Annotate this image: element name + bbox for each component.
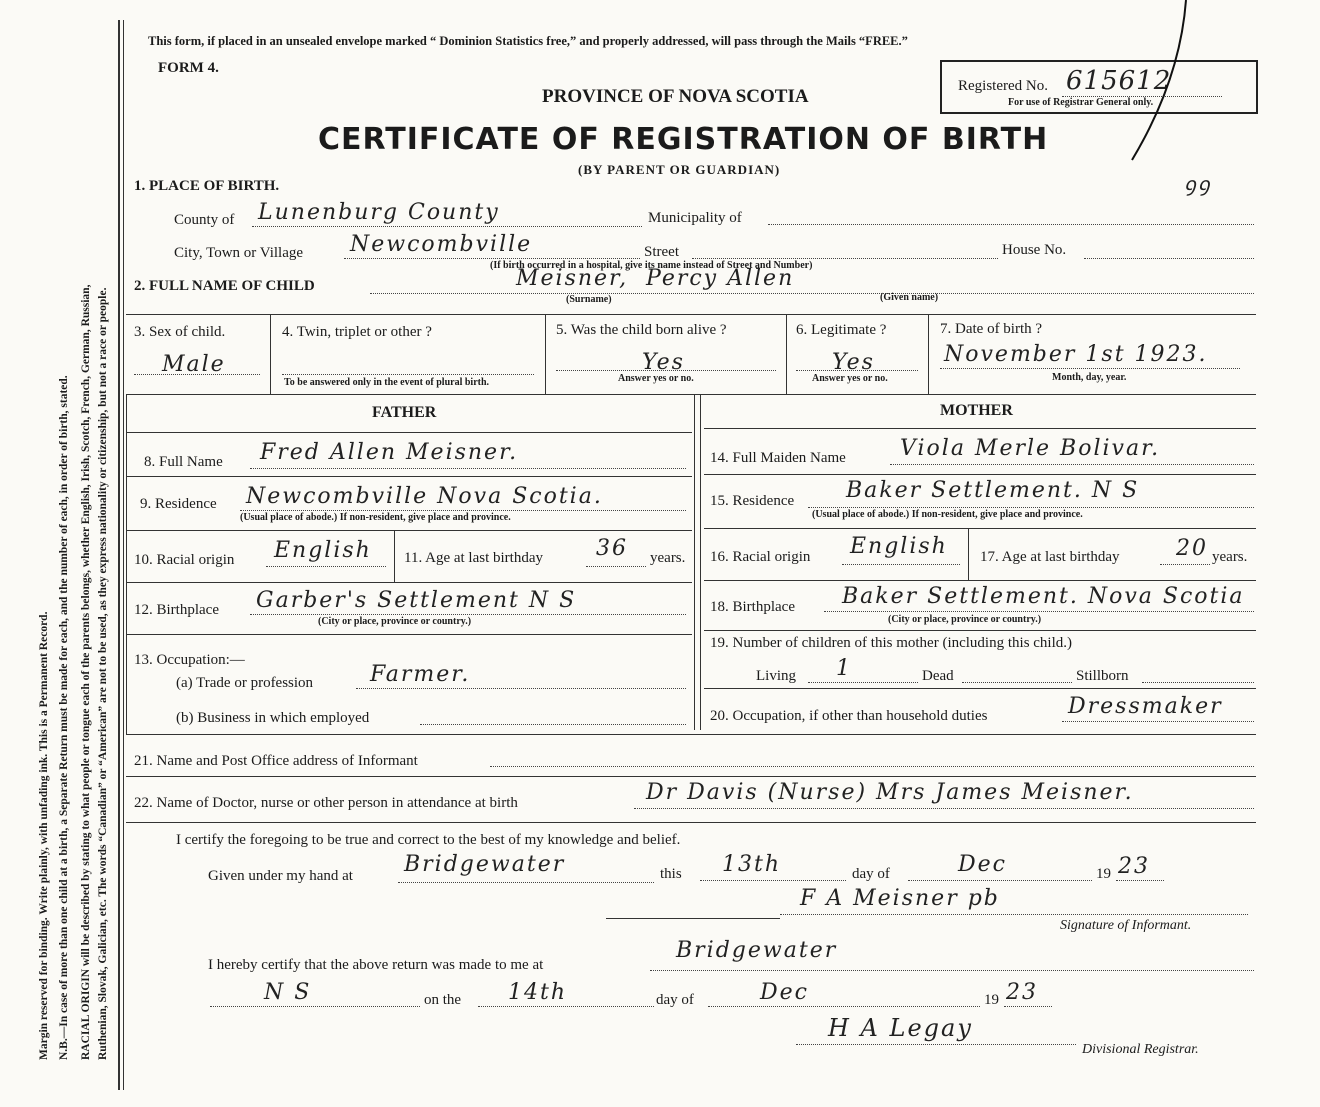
mother-heading: MOTHER <box>940 402 1013 419</box>
given-place-line <box>398 882 654 883</box>
doctor-line <box>634 808 1254 809</box>
date-of-birth-caption: Month, day, year. <box>1052 372 1127 383</box>
father-trade-line <box>356 688 686 689</box>
father-racial-value: English <box>274 538 372 563</box>
father-rule-5 <box>126 634 692 635</box>
father-age-value: 36 <box>596 536 628 561</box>
father-age-unit: years. <box>650 550 686 566</box>
date-of-birth-value: November 1st 1923. <box>944 342 1208 367</box>
municipality-line <box>768 224 1254 225</box>
binding-rule-inner <box>123 20 124 1090</box>
dead-line <box>962 682 1072 683</box>
margin-note-plural-births: N.B.—In case of more than one child at a birth, a Separate Return must be made for each, and the number of each, in order of birth, stated. <box>58 375 70 1060</box>
mother-birthplace-label: 18. Birthplace <box>710 599 795 615</box>
municipality-label: Municipality of <box>648 210 742 226</box>
mother-age-divider <box>968 528 969 580</box>
return-year-prefix: 19 <box>984 992 999 1008</box>
year-value: 23 <box>1118 854 1150 879</box>
month-line <box>908 880 1092 881</box>
mother-residence-label: 15. Residence <box>710 493 795 509</box>
registered-label: Registered No. <box>958 78 1048 94</box>
born-alive-value: Yes <box>642 350 685 375</box>
legitimate-label: 6. Legitimate ? <box>796 322 887 338</box>
stillborn-label: Stillborn <box>1076 668 1129 684</box>
house-number-line <box>1084 258 1254 259</box>
father-heading: FATHER <box>372 404 437 421</box>
row3-top-rule <box>126 314 1256 315</box>
registered-number-box <box>940 60 1258 114</box>
given-name-caption: (Given name) <box>880 292 939 303</box>
binding-rule <box>118 20 120 1090</box>
year-line <box>1116 880 1164 881</box>
father-business-label: (b) Business in which employed <box>176 710 370 726</box>
doctor-label: 22. Name of Doctor, nurse or other person in attendance at birth <box>134 795 518 811</box>
on-the-label: on the <box>424 992 462 1008</box>
born-alive-label: 5. Was the child born alive ? <box>556 322 727 338</box>
mother-rule-2 <box>704 474 1256 475</box>
hospital-note: (If birth occurred in a hospital, give its name instead of Street and Number) <box>490 260 813 271</box>
twin-note: To be answered only in the event of plural birth. <box>284 377 490 388</box>
certificate-title: CERTIFICATE OF REGISTRATION OF BIRTH <box>318 122 1049 157</box>
return-place-line <box>650 970 1254 971</box>
sex-value: Male <box>162 352 226 377</box>
sex-line <box>134 374 260 375</box>
return-province-value: N S <box>264 980 312 1005</box>
living-line <box>808 682 918 683</box>
registrar-signature: H A Legay <box>828 1014 973 1042</box>
father-birthplace-line <box>250 614 686 615</box>
left-border <box>126 394 127 734</box>
father-racial-line <box>266 566 386 567</box>
mother-age-line <box>1160 564 1210 565</box>
margin-note-racial-origin: RACIAL ORIGIN will be described by stating to what people or tongue each of the parents belongs, whether English, Irish, Scotch, French, German, Russian, <box>80 284 92 1060</box>
section-rule-certify <box>126 822 1256 823</box>
column-divider-2 <box>700 394 701 730</box>
mother-age-value: 20 <box>1176 536 1208 561</box>
father-rule-2 <box>126 476 692 477</box>
mother-rule-5 <box>704 630 1256 631</box>
section-rule-22 <box>126 776 1256 777</box>
margin-note-nationality: Ruthenian, Slovak, Galician, etc. The words “Canadian” or “American” are not to be used, as they express nationality or citizenship, but not a race or people. <box>97 287 109 1060</box>
mother-age-unit: years. <box>1212 549 1248 565</box>
province-heading: PROVINCE OF NOVA SCOTIA <box>542 86 809 107</box>
city-line <box>344 258 640 259</box>
informant-signature: F A Meisner pb <box>800 886 1000 911</box>
row3-divider-4 <box>928 314 929 394</box>
return-month-value: Dec <box>760 980 809 1005</box>
mother-occupation-line <box>1062 721 1254 722</box>
legitimate-line <box>796 370 918 371</box>
father-business-line <box>420 724 686 725</box>
return-year-value: 23 <box>1006 980 1038 1005</box>
this-day-value: 13th <box>722 852 782 877</box>
child-name-label: 2. FULL NAME OF CHILD <box>134 278 315 294</box>
mother-racial-label: 16. Racial origin <box>710 549 811 565</box>
father-birthplace-note: (City or place, province or country.) <box>318 616 472 627</box>
father-birthplace-value: Garber's Settlement N S <box>256 588 577 613</box>
margin-note-binding: Margin reserved for binding. Write plainly, with unfading ink. This is a Permanent Record. <box>38 611 50 1060</box>
mail-notice: This form, if placed in an unsealed envelope marked “ Dominion Statistics free,” and properly addressed, will pass through the Mails “FREE.” <box>148 34 908 48</box>
row3-divider-2 <box>545 314 546 394</box>
father-racial-label: 10. Racial origin <box>134 552 235 568</box>
informant-signature-line <box>780 914 1248 915</box>
mother-age-label: 17. Age at last birthday <box>980 549 1120 565</box>
city-label: City, Town or Village <box>174 245 304 261</box>
informant-line <box>490 766 1254 767</box>
dead-label: Dead <box>922 668 954 684</box>
mother-occupation-label: 20. Occupation, if other than household duties <box>710 708 988 724</box>
legitimate-value: Yes <box>832 350 875 375</box>
month-value: Dec <box>958 852 1007 877</box>
row3-divider-1 <box>270 314 271 394</box>
pen-stroke <box>1120 0 1200 170</box>
mother-name-value: Viola Merle Bolivar. <box>900 436 1161 461</box>
return-day-line <box>478 1006 654 1007</box>
year-prefix: 19 <box>1096 866 1111 882</box>
father-occupation-label: 13. Occupation:— <box>134 652 245 668</box>
mother-rule-3 <box>704 528 1256 529</box>
mother-racial-line <box>842 564 960 565</box>
county-label: County of <box>174 212 235 228</box>
father-name-label: 8. Full Name <box>144 454 223 470</box>
registrar-signature-line <box>796 1044 1076 1045</box>
child-given-name-value: Percy Allen <box>646 266 795 291</box>
return-month-line <box>708 1006 980 1007</box>
house-number-label: House No. <box>1002 242 1067 258</box>
mother-rule-6 <box>704 688 1256 689</box>
scribble-mark: ꝯꝯ <box>1184 172 1212 196</box>
mother-occupation-value: Dressmaker <box>1068 694 1223 719</box>
street-line <box>692 258 998 259</box>
date-of-birth-line <box>940 368 1240 369</box>
mother-children-label: 19. Number of children of this mother (including this child.) <box>710 635 1073 651</box>
father-age-label: 11. Age at last birthday <box>404 550 543 566</box>
born-alive-caption: Answer yes or no. <box>618 373 694 384</box>
sex-label: 3. Sex of child. <box>134 324 226 340</box>
return-label: I hereby certify that the above return was made to me at <box>208 957 544 973</box>
twin-line <box>282 374 534 375</box>
stillborn-line <box>1142 682 1254 683</box>
row3-bottom-rule <box>126 394 1256 395</box>
mother-rule-4 <box>704 580 1256 581</box>
father-rule-4 <box>126 582 692 583</box>
mother-birthplace-value: Baker Settlement. Nova Scotia <box>842 584 1245 609</box>
mother-residence-line <box>808 507 1254 508</box>
mother-residence-note: (Usual place of abode.) If non-resident, give place and province. <box>812 509 1083 520</box>
registered-number: 615612 <box>1066 66 1172 96</box>
return-province-line <box>210 1006 420 1007</box>
row3-divider-3 <box>786 314 787 394</box>
born-alive-line <box>556 370 776 371</box>
mother-racial-value: English <box>850 534 948 559</box>
mother-residence-value: Baker Settlement. N S <box>846 478 1140 503</box>
signature-rule <box>606 918 780 919</box>
section-rule-21 <box>126 734 1256 735</box>
mother-birthplace-line <box>824 611 1254 612</box>
mother-name-label: 14. Full Maiden Name <box>710 450 846 466</box>
father-name-line <box>250 468 686 469</box>
this-day-line <box>700 880 846 881</box>
living-label: Living <box>756 668 796 684</box>
father-residence-value: Newcombville Nova Scotia. <box>246 484 603 509</box>
this-label: this <box>660 866 682 882</box>
return-place-value: Bridgewater <box>676 938 838 963</box>
surname-caption: (Surname) <box>566 294 612 305</box>
return-day-of-label: day of <box>656 992 694 1008</box>
father-rule-3 <box>126 530 692 531</box>
given-under-label: Given under my hand at <box>208 868 353 884</box>
county-value: Lunenburg County <box>258 200 500 225</box>
mother-name-line <box>890 464 1254 465</box>
father-rule-1 <box>126 432 692 433</box>
legitimate-caption: Answer yes or no. <box>812 373 888 384</box>
return-day-value: 14th <box>508 980 568 1005</box>
date-of-birth-label: 7. Date of birth ? <box>940 321 1043 337</box>
place-of-birth-label: 1. PLACE OF BIRTH. <box>134 178 280 194</box>
father-birthplace-label: 12. Birthplace <box>134 602 219 618</box>
doctor-value: Dr Davis (Nurse) Mrs James Meisner. <box>646 780 1134 805</box>
street-label: Street <box>644 244 679 260</box>
mother-rule-1 <box>704 428 1256 429</box>
father-name-value: Fred Allen Meisner. <box>260 440 519 465</box>
child-surname-value: Meisner, <box>516 266 629 291</box>
city-value: Newcombville <box>350 232 533 257</box>
day-of-label: day of <box>852 866 890 882</box>
twin-label: 4. Twin, triplet or other ? <box>282 324 432 340</box>
father-residence-label: 9. Residence <box>140 496 217 512</box>
certify-statement: I certify the foregoing to be true and correct to the best of my knowledge and belief. <box>176 832 681 848</box>
column-divider-1 <box>694 394 695 730</box>
form-number: FORM 4. <box>158 60 219 76</box>
certificate-subtitle: (BY PARENT OR GUARDIAN) <box>578 162 781 177</box>
father-age-line <box>586 566 646 567</box>
father-residence-line <box>240 510 686 511</box>
return-year-line <box>1004 1006 1052 1007</box>
living-value: 1 <box>836 656 852 681</box>
county-line <box>252 226 642 227</box>
registrar-caption: Divisional Registrar. <box>1082 1042 1199 1057</box>
father-trade-label: (a) Trade or profession <box>176 675 314 691</box>
child-name-line <box>370 293 1254 294</box>
informant-signature-caption: Signature of Informant. <box>1060 918 1192 933</box>
mother-birthplace-note: (City or place, province or country.) <box>888 614 1042 625</box>
registrar-note: For use of Registrar General only. <box>1008 97 1154 108</box>
informant-label: 21. Name and Post Office address of Informant <box>134 753 418 769</box>
given-place-value: Bridgewater <box>404 852 566 877</box>
father-trade-value: Farmer. <box>370 662 471 687</box>
father-age-divider <box>394 530 395 582</box>
father-residence-note: (Usual place of abode.) If non-resident, give place and province. <box>240 512 511 523</box>
